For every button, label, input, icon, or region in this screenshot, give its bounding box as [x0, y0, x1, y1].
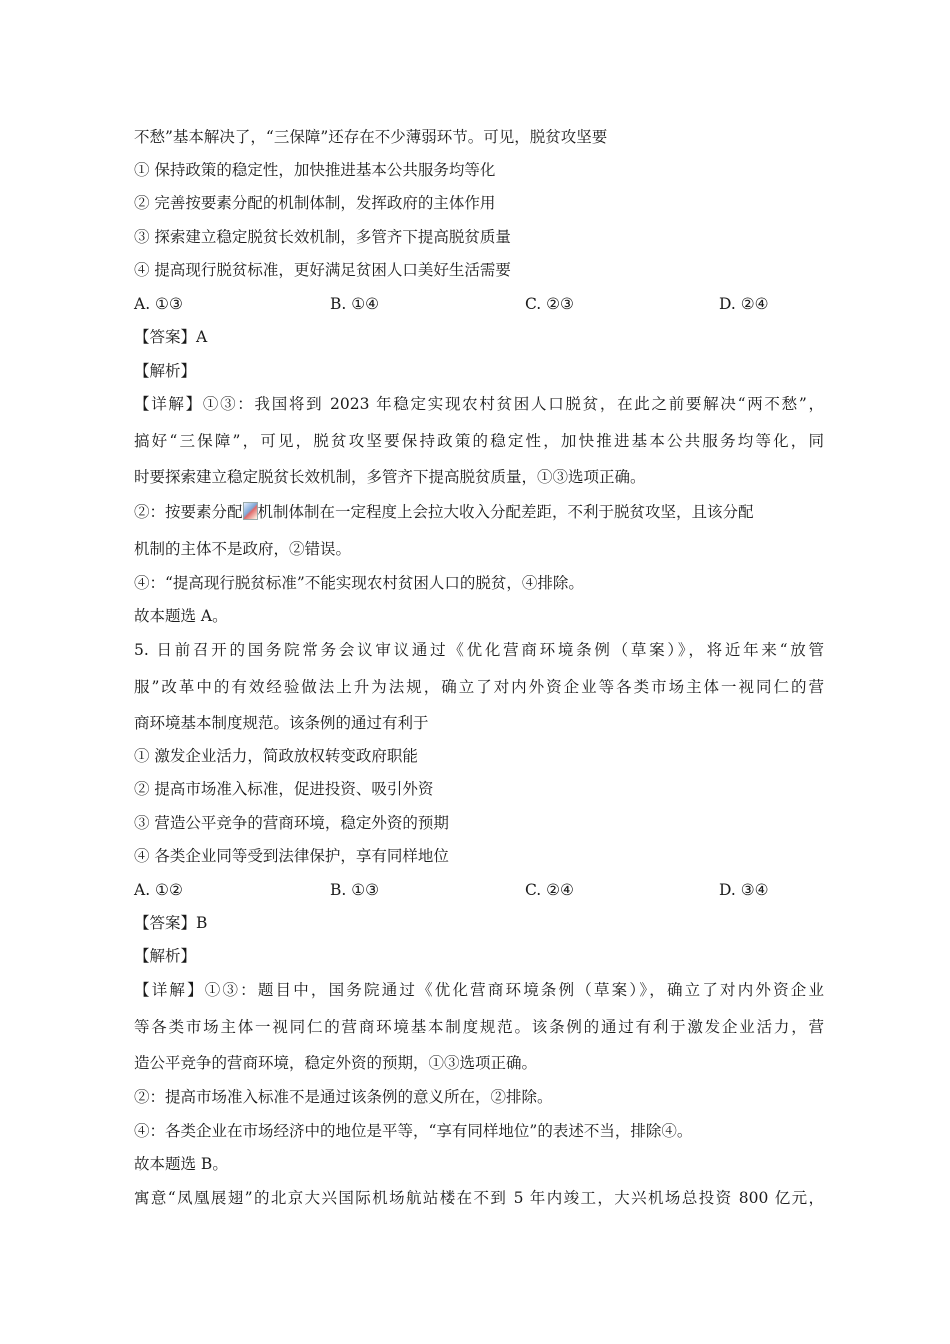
- q4-item-4: ④ 提高现行脱贫标准，更好满足贫困人口美好生活需要: [134, 261, 511, 279]
- q5-stem-line-2: 服”改革中的有效经验做法上升为法规，确立了对内外资企业等各类市场主体一视同仁的营: [134, 678, 824, 696]
- q5-stem-line-1: 5. 日前召开的国务院常务会议审议通过《优化营商环境条例（草案）》，将近年来“放管: [134, 641, 824, 659]
- q4-detail-line-4b: 机制体制在一定程度上会拉大收入分配差距，不利于脱贫攻坚，且该分配: [257, 503, 754, 521]
- q4-detail-line-4: [134, 502, 824, 522]
- q4-detail-line-3: 时要探索建立稳定脱贫长效机制，多管齐下提高脱贫质量，①③选项正确。: [134, 468, 646, 486]
- q4-option-b: B. ①④: [330, 295, 380, 313]
- broken-image-icon: [243, 502, 258, 520]
- q5-item-1: ① 激发企业活力，简政放权转变政府职能: [134, 747, 418, 765]
- q5-detail-line-1: 【详解】①③：题目中，国务院通过《优化营商环境条例（草案）》，确立了对内外资企业: [134, 981, 824, 999]
- q4-option-c: C. ②③: [525, 295, 574, 313]
- q4-option-a: A. ①③: [134, 295, 183, 313]
- q4-option-d: D. ②④: [719, 295, 769, 313]
- q5-item-3: ③ 营造公平竞争的营商环境，稳定外资的预期: [134, 814, 449, 832]
- q4-detail-line-2: 搞好“三保障”，可见，脱贫攻坚要保持政策的稳定性，加快推进基本公共服务均等化，同: [134, 432, 824, 450]
- q5-detail-line-2: 等各类市场主体一视同仁的营商环境基本制度规范。该条例的通过有利于激发企业活力，营: [134, 1018, 824, 1036]
- q5-analysis-heading: 【解析】: [134, 947, 197, 965]
- q4-detail-line-6: ④：“提高现行脱贫标准”不能实现农村贫困人口的脱贫，④排除。: [134, 574, 584, 592]
- q5-conclusion: 故本题选 B。: [134, 1155, 228, 1173]
- q4-stem-tail: 不愁”基本解决了，“三保障”还存在不少薄弱环节。可见，脱贫攻坚要: [134, 128, 608, 146]
- q5-option-b: B. ①③: [330, 881, 380, 899]
- q4-item-2: ② 完善按要素分配的机制体制，发挥政府的主体作用: [134, 194, 496, 212]
- q4-detail-line-1: 【详解】①③：我国将到 2023 年稳定实现农村贫困人口脱贫，在此之前要解决“两不愁”，: [134, 395, 824, 413]
- q5-answer: 【答案】B: [134, 914, 208, 932]
- q4-detail-line-5: 机制的主体不是政府，②错误。: [134, 540, 352, 558]
- q4-detail-line-4a: ②：按要素分配: [134, 503, 243, 521]
- q4-item-1: ① 保持政策的稳定性，加快推进基本公共服务均等化: [134, 161, 496, 179]
- q5-detail-line-4: ②：提高市场准入标准不是通过该条例的意义所在，②排除。: [134, 1088, 553, 1106]
- q5-item-2: ② 提高市场准入标准，促进投资、吸引外资: [134, 780, 434, 798]
- q5-option-a: A. ①②: [134, 881, 183, 899]
- q5-item-4: ④ 各类企业同等受到法律保护，享有同样地位: [134, 847, 449, 865]
- q4-item-3: ③ 探索建立稳定脱贫长效机制，多管齐下提高脱贫质量: [134, 228, 511, 246]
- q4-analysis-heading: 【解析】: [134, 362, 197, 380]
- q4-conclusion: 故本题选 A。: [134, 607, 228, 625]
- q5-option-d: D. ③④: [719, 881, 769, 899]
- q5-detail-line-5: ④：各类企业在市场经济中的地位是平等，“享有同样地位”的表述不当，排除④。: [134, 1122, 693, 1140]
- q5-option-c: C. ②④: [525, 881, 574, 899]
- q5-detail-line-3: 造公平竞争的营商环境，稳定外资的预期，①③选项正确。: [134, 1054, 538, 1072]
- q4-answer: 【答案】A: [134, 328, 208, 346]
- q5-stem-line-3: 商环境基本制度规范。该条例的通过有利于: [134, 714, 429, 732]
- q6-stem-line-1: 寓意“凤凰展翅”的北京大兴国际机场航站楼在不到 5 年内竣工，大兴机场总投资 800 亿元，: [134, 1189, 824, 1207]
